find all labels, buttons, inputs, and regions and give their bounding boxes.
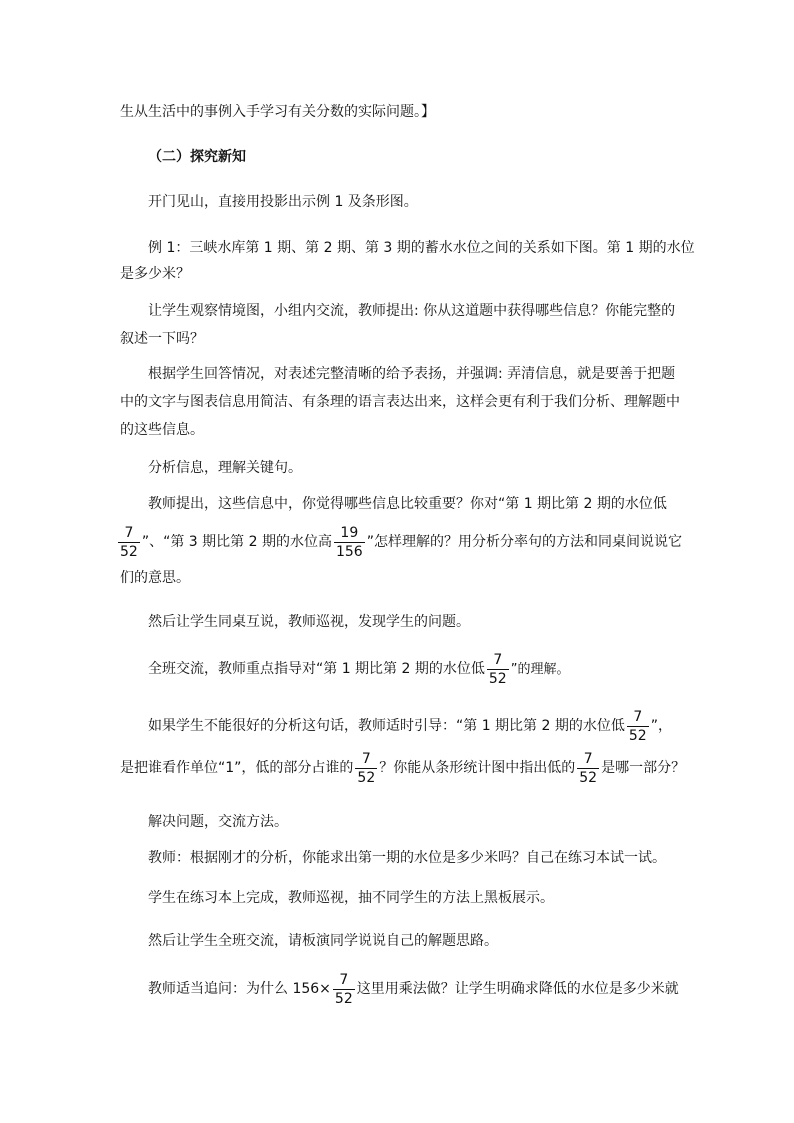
section-heading	[0, 137, 794, 177]
text-line	[0, 878, 794, 918]
text-line	[0, 182, 794, 222]
fraction-denominator: 52	[357, 769, 376, 786]
fraction-numerator: 19	[334, 526, 365, 543]
analyze-text: 分析信息，理解关键句。	[148, 460, 302, 476]
fraction-numerator: 7	[355, 752, 377, 769]
text-line	[0, 921, 794, 961]
class-text: 全班交流，教师重点指导对“第 1 期比第 2 期的水位低	[148, 661, 485, 677]
fraction-7-52	[627, 710, 649, 743]
text-line-with-fractions	[0, 965, 794, 1013]
fraction-numerator: 7	[333, 973, 355, 990]
teacher-text: ”、“第 3 期比第 2 期的水位高	[141, 534, 332, 550]
paragraph-tail: 生从生活中的事例入手学习有关分数的实际问题。】	[120, 104, 435, 120]
fraction-denominator: 52	[120, 543, 138, 560]
answer-text: 根据学生回答情况，对表述完整清晰的给予表扬，并强调: 弄清信息，就是要善于把题	[148, 366, 676, 382]
example-text: 是多少米？	[120, 266, 190, 282]
fraction-denominator: 156	[335, 543, 363, 560]
fraction-numerator: 7	[118, 526, 140, 543]
fraction-7-52	[487, 653, 509, 686]
fraction-numerator: 7	[487, 653, 509, 670]
text-line	[0, 802, 794, 842]
guide-text: 如果学生不能很好的分析这句话，教师适时引导：“第 1 期比第 2 期的水位低	[148, 718, 625, 734]
text-line-with-fractions	[0, 645, 794, 693]
observe-text: 让学生观察情境图，小组内交流，教师提出: 你从这道题中获得哪些信息？你能完整的	[148, 303, 676, 319]
ask-text: 这里用乘法做？让学生明确求降低的水位是多少米就	[356, 981, 679, 997]
guide-text: ？你能从条形统计图中指出低的	[379, 760, 576, 776]
fraction-7-52	[118, 526, 140, 559]
solve-text: 解决问题，交流方法。	[148, 814, 288, 830]
fraction-numerator: 7	[577, 752, 599, 769]
text-line	[0, 448, 794, 488]
teacher-question-text: 教师：根据刚才的分析，你能求出第一期的水位是多少米吗？自己在练习本试一试。	[148, 850, 666, 866]
share-text: 然后让学生全班交流，请板演同学说说自己的解题思路。	[148, 933, 498, 949]
peer-text: 然后让学生同桌互说，教师巡视，发现学生的问题。	[148, 614, 470, 630]
answer-text: 的这些信息。	[120, 422, 204, 438]
text-line	[0, 602, 794, 642]
guide-text: ”，	[650, 718, 672, 734]
heading-text: （二）探究新知	[148, 149, 246, 165]
teacher-text: 们的意思。	[120, 570, 190, 586]
fraction-7-52	[577, 752, 599, 785]
ask-text: 教师适当追问：为什么 156×	[148, 981, 331, 997]
example-text: 例 1：三峡水库第 1 期、第 2 期、第 3 期的蓄水水位之间的关系如下图。第 1 期的水位	[148, 240, 695, 256]
fraction-denominator: 52	[334, 990, 353, 1007]
practice-text: 学生在练习本上完成，教师巡视，抽不同学生的方法上黑板展示。	[148, 890, 554, 906]
text-line	[0, 558, 794, 598]
fraction-numerator: 7	[627, 710, 649, 727]
text-line	[0, 319, 794, 359]
teacher-text: 教师提出，这些信息中，你觉得哪些信息比较重要？你对“第 1 期比第 2 期的水位低	[148, 496, 667, 512]
text-line-with-fractions	[0, 744, 794, 792]
guide-text: 是把谁看作单位“1”，低的部分占谁的	[120, 760, 354, 776]
intro-text: 开门见山，直接用投影出示例 1 及条形图。	[148, 194, 418, 210]
text-line	[0, 254, 794, 294]
observe-text: 叙述一下吗？	[120, 331, 204, 347]
fraction-19-156	[334, 526, 365, 559]
teacher-text: ”怎样理解的？用分析分率句的方法和同桌间说说它	[366, 534, 682, 550]
answer-text: 中的文字与图表信息用简洁、有条理的语言表达出来，这样会更有利于我们分析、理解题中	[120, 394, 680, 410]
fraction-denominator: 52	[628, 727, 647, 744]
text-line	[0, 838, 794, 878]
fraction-7-52	[333, 973, 355, 1006]
fraction-denominator: 52	[579, 769, 598, 786]
text-line	[0, 410, 794, 450]
class-text: ”的理解。	[510, 662, 570, 677]
fraction-7-52	[355, 752, 377, 785]
guide-text: 是哪一部分？	[601, 760, 686, 776]
text-line-with-fractions	[0, 702, 794, 750]
fraction-denominator: 52	[488, 670, 507, 687]
text-line	[0, 92, 794, 132]
